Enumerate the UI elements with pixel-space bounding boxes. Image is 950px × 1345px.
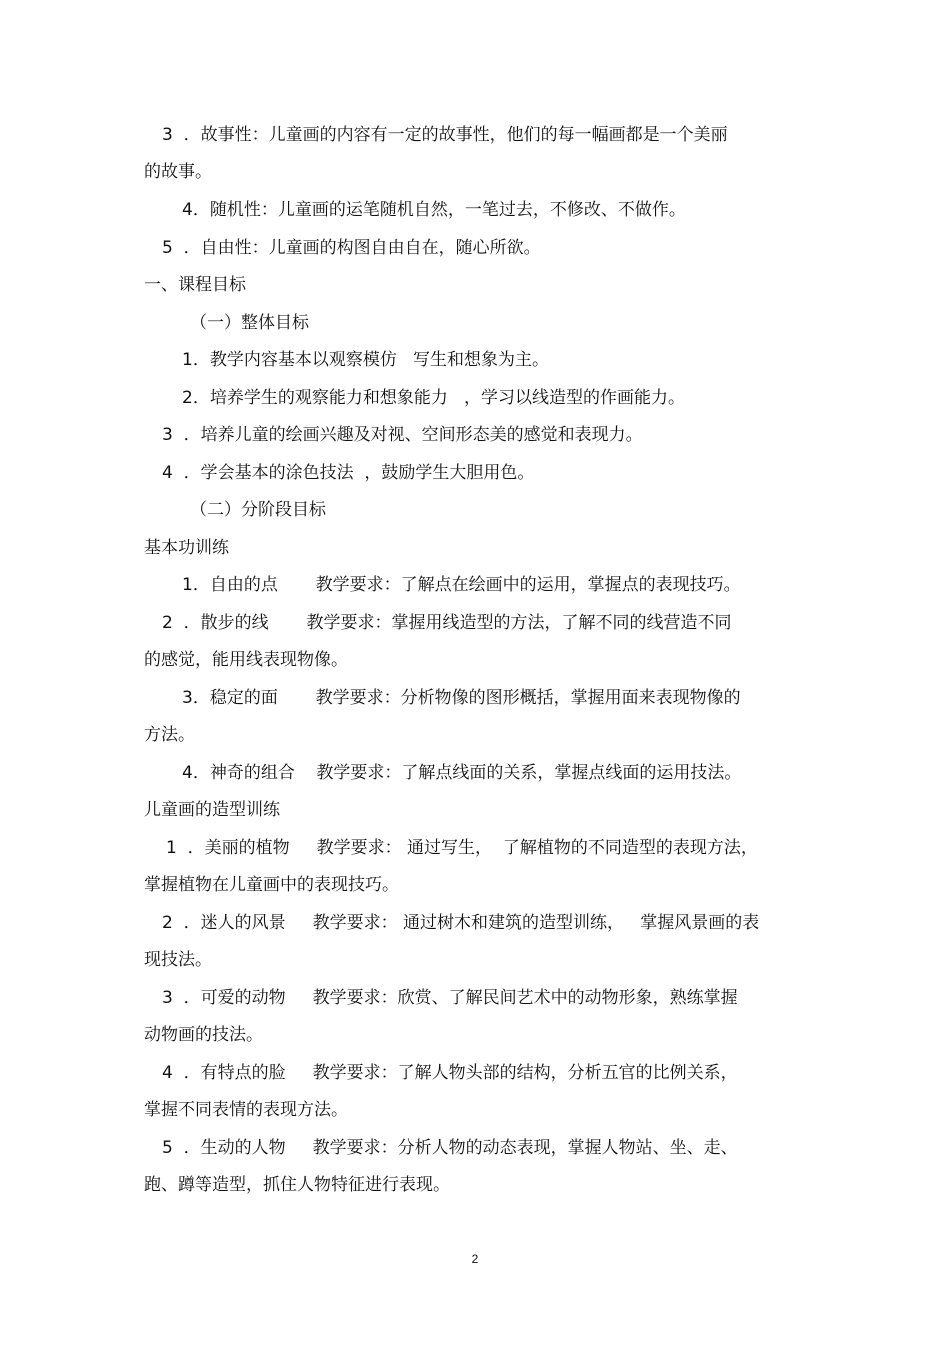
text-line: 跑、蹲等造型，抓住人物特征进行表现。 — [144, 1175, 450, 1195]
text-line: 3 ．故事性：儿童画的内容有一定的故事性，他们的每一幅画都是一个美丽 — [162, 125, 728, 145]
text-line: 2 ．散步的线 教学要求：掌握用线造型的方法，了解不同的线营造不同 — [162, 613, 732, 633]
subsection-heading: （一）整体目标 — [190, 313, 309, 333]
text-line: 掌握不同表情的表现方法。 — [144, 1100, 348, 1120]
text-line: 2 ．迷人的风景 教学要求： 通过树木和建筑的造型训练， 掌握风景画的表 — [162, 913, 760, 933]
text-line: 4．随机性：儿童画的运笔随机自然，一笔过去，不修改、不做作。 — [182, 200, 686, 220]
text-line: 1．自由的点 教学要求：了解点在绘画中的运用，掌握点的表现技巧。 — [182, 575, 741, 595]
section-heading: 儿童画的造型训练 — [144, 800, 280, 820]
text-line: 的故事。 — [144, 162, 212, 182]
text-line: 方法。 — [144, 725, 195, 745]
text-line: 2．培养学生的观察能力和想象能力 ，学习以线造型的作画能力。 — [182, 388, 686, 408]
text-line: 1．教学内容基本以观察模仿 写生和想象为主。 — [182, 350, 550, 370]
text-line: 现技法。 — [144, 950, 212, 970]
text-line: 1 ．美丽的植物 教学要求： 通过写生， 了解植物的不同造型的表现方法， — [166, 838, 758, 858]
text-line: 5 ．自由性：儿童画的构图自由自在，随心所欲。 — [162, 238, 541, 258]
subsection-heading: （二）分阶段目标 — [190, 500, 326, 520]
text-line: 动物画的技法。 — [144, 1025, 263, 1045]
text-line: 4 ．有特点的脸 教学要求：了解人物头部的结构，分析五官的比例关系， — [162, 1063, 738, 1083]
page-number: 2 — [471, 1252, 479, 1266]
text-line: 4．神奇的组合 教学要求：了解点线面的关系，掌握点线面的运用技法。 — [182, 763, 742, 783]
text-line: 3 ．培养儿童的绘画兴趣及对视、空间形态美的感觉和表现力。 — [162, 425, 643, 445]
text-line: 3 ．可爱的动物 教学要求：欣赏、了解民间艺术中的动物形象，熟练掌握 — [162, 988, 738, 1008]
text-line: 4 ．学会基本的涂色技法 ，鼓励学生大胆用色。 — [162, 463, 535, 483]
section-heading: 基本功训练 — [144, 538, 229, 558]
text-line: 的感觉，能用线表现物像。 — [144, 650, 348, 670]
text-line: 5 ．生动的人物 教学要求：分析人物的动态表现，掌握人物站、坐、走、 — [162, 1138, 738, 1158]
section-heading: 一、课程目标 — [144, 275, 246, 295]
text-line: 3．稳定的面 教学要求：分析物像的图形概括，掌握用面来表现物像的 — [182, 688, 741, 708]
text-line: 掌握植物在儿童画中的表现技巧。 — [144, 875, 399, 895]
